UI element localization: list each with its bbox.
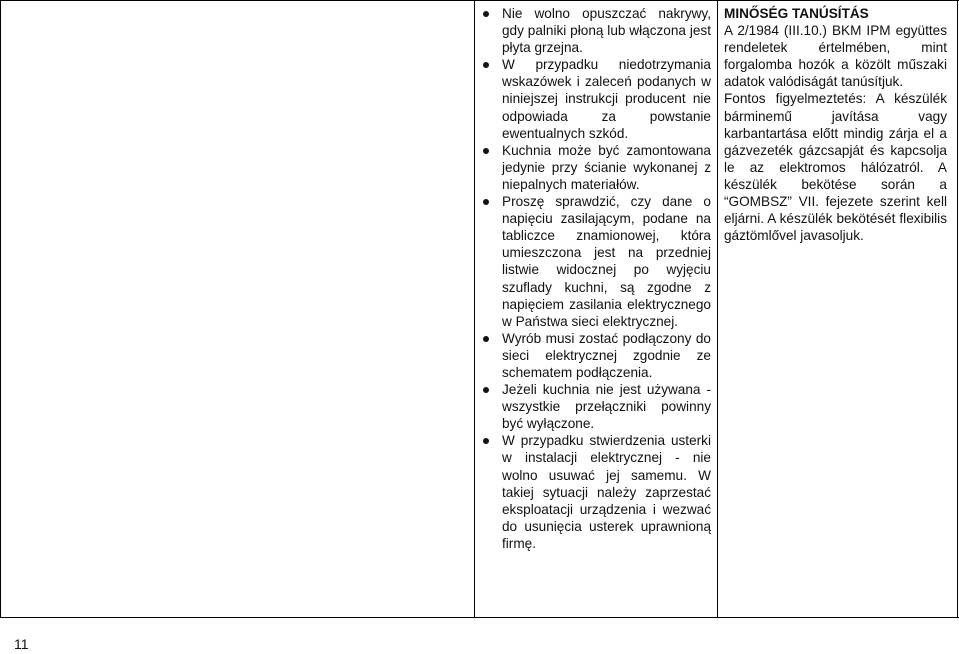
column-divider-2 — [717, 0, 718, 618]
table-bottom-border — [0, 617, 959, 618]
page-number: 11 — [14, 636, 29, 652]
list-item — [481, 56, 711, 141]
table-left-border — [0, 0, 1, 618]
bullet-icon — [483, 199, 489, 205]
bullet-icon — [483, 387, 489, 393]
safety-bullet-list — [481, 5, 711, 552]
bullet-icon — [483, 62, 489, 68]
list-item — [481, 381, 711, 432]
list-item — [481, 432, 711, 552]
hungarian-certification-column — [724, 5, 947, 244]
bullet-text: Wyrób musi zostać podłączony do sieci elektrycznej zgodnie ze schematem podłączenia. — [502, 330, 711, 380]
column-divider-1 — [474, 0, 475, 618]
bullet-icon — [483, 336, 489, 342]
bullet-text: Proszę sprawdzić, czy dane o napięciu zasilającym, podane na tabliczce znamionowej, która umieszczona jest na przedniej listwie widocznej po wyjęciu szuflady kuchni, są zgodne z napięciem zasilania elektrycznego w Państwa sieci elektrycznej. — [502, 194, 711, 329]
table-right-border — [957, 0, 958, 618]
bullet-text: Nie wolno opuszczać nakrywy, gdy palniki płoną lub włączona jest płyta grzejna. — [502, 6, 711, 56]
table-top-border — [0, 0, 959, 1]
bullet-text: W przypadku stwierdzenia usterki w instalacji elektrycznej - nie wolno usuwać jej samemu. W takiej sytuacji należy zaprzestać eksploatacji urządzenia i wezwać do usunięcia usterek uprawnioną firmę. — [502, 433, 711, 551]
list-item — [481, 142, 711, 193]
polish-instructions-column — [481, 5, 711, 552]
bullet-icon — [483, 11, 489, 17]
list-item — [481, 193, 711, 330]
bullet-text: Jeżeli kuchnia nie jest używana - wszystkie przełączniki powinny być wyłączone. — [502, 382, 711, 432]
warning-paragraph: Fontos figyelmeztetés: A készülék bárminemű javítása vagy karbantartása előtt mindig zárja el a gázvezeték gázcsapját és kapcsolja le az elektromos hálózatról. A készülék bekötése során a “GOMBSZ” VII. fejezete szerint kell eljárni. A készülék bekötését flexibilis gáztömlővel javasoljuk. — [724, 91, 947, 244]
list-item — [481, 5, 711, 56]
bullet-icon — [483, 148, 489, 154]
bullet-text: W przypadku niedotrzymania wskazówek i zaleceń podanych w niniejszej instrukcji producent nie odpowiada za powstanie ewentualnych szkód. — [502, 57, 711, 141]
certification-paragraph: A 2/1984 (III.10.) BKM IPM együttes rendeletek értelmében, mint forgalomba hozók a közölt műszaki adatok valódiságát tanúsítjuk. — [724, 23, 947, 90]
certification-heading: MINŐSÉG TANÚSÍTÁS — [724, 6, 869, 21]
list-item — [481, 330, 711, 381]
bullet-icon — [483, 438, 489, 444]
bullet-text: Kuchnia może być zamontowana jedynie przy ścianie wykonanej z niepalnych materiałów. — [502, 142, 711, 192]
